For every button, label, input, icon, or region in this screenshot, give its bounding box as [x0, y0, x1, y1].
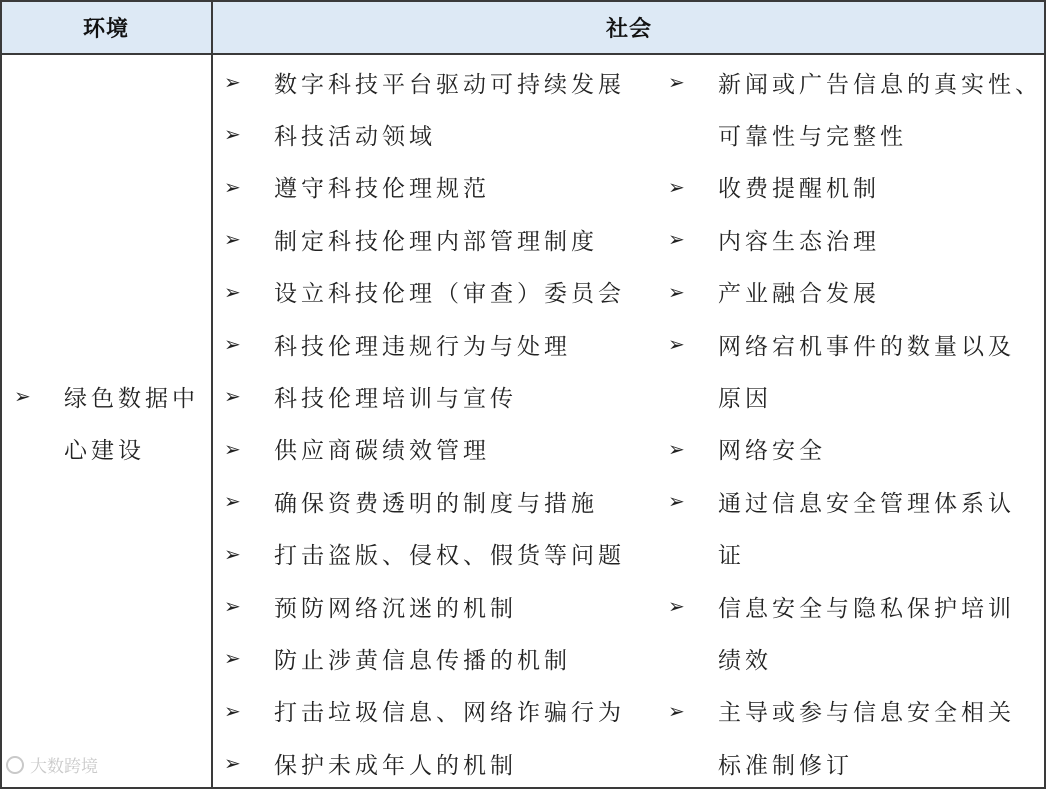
- border-bottom: [0, 787, 1046, 789]
- arrow-bullet-icon: ➢: [668, 594, 685, 618]
- list-item-text: 可靠性与完整性: [718, 123, 907, 150]
- list-item-text: 原因: [718, 385, 772, 412]
- list-item-text: 新闻或广告信息的真实性、: [718, 71, 1042, 98]
- watermark: [6, 752, 98, 777]
- list-item-text: 数字科技平台驱动可持续发展: [274, 71, 625, 98]
- society-list-item: [668, 685, 1015, 737]
- society-list-item: [668, 213, 880, 265]
- society-list-item: [668, 108, 907, 160]
- border-header-bottom: [0, 53, 1046, 55]
- list-item-text: 标准制修订: [718, 752, 853, 779]
- arrow-bullet-icon: ➢: [668, 332, 685, 356]
- society-list-item: [224, 632, 571, 684]
- society-list-item: [224, 475, 598, 527]
- arrow-bullet-icon: ➢: [224, 384, 241, 409]
- arrow-bullet-icon: ➢: [224, 594, 241, 618]
- list-item-text: 绿色数据中: [64, 385, 199, 412]
- list-item-text: 打击垃圾信息、网络诈骗行为: [274, 700, 625, 727]
- arrow-bullet-icon: ➢: [224, 279, 241, 304]
- arrow-bullet-icon: ➢: [668, 698, 685, 723]
- society-list-item: [224, 528, 625, 580]
- list-item-text: 主导或参与信息安全相关: [718, 700, 1015, 727]
- arrow-bullet-icon: ➢: [224, 751, 241, 776]
- border-left: [0, 0, 2, 789]
- list-item-text: 预防网络沉迷的机制: [274, 595, 517, 622]
- list-item-text: 网络安全: [718, 438, 826, 465]
- society-list-item: [224, 370, 517, 422]
- society-list-item: [224, 213, 598, 265]
- list-item-text: 设立科技伦理（审查）委员会: [274, 281, 625, 308]
- society-list-item: [224, 108, 436, 160]
- border-top: [0, 0, 1046, 2]
- arrow-bullet-icon: ➢: [224, 646, 241, 671]
- list-item-text: 绩效: [718, 647, 772, 674]
- arrow-bullet-icon: ➢: [224, 489, 241, 514]
- list-item-text: 科技活动领域: [274, 123, 436, 150]
- society-list-item: [668, 632, 772, 684]
- list-item-text: 打击盗版、侵权、假货等问题: [274, 543, 625, 570]
- list-item-text: 通过信息安全管理体系认: [718, 490, 1015, 517]
- list-item-text: 网络宕机事件的数量以及: [718, 333, 1015, 360]
- society-list-item: [224, 423, 490, 475]
- arrow-bullet-icon: ➢: [224, 174, 241, 199]
- border-column-divider: [211, 0, 213, 789]
- arrow-bullet-icon: ➢: [668, 174, 685, 199]
- society-list-item: [668, 423, 826, 475]
- arrow-bullet-icon: ➢: [668, 227, 685, 252]
- society-list-item: [668, 56, 1042, 108]
- society-list-item: [668, 370, 772, 422]
- society-list-item: [668, 161, 880, 213]
- list-item-text: 心建设: [64, 438, 145, 465]
- arrow-bullet-icon: ➢: [224, 436, 241, 461]
- list-item-text: 信息安全与隐私保护培训: [718, 595, 1015, 622]
- list-item-text: 防止涉黄信息传播的机制: [274, 647, 571, 674]
- arrow-bullet-icon: ➢: [224, 227, 241, 252]
- watermark-text: 大数跨境: [30, 757, 98, 777]
- list-item-text: 供应商碳绩效管理: [274, 438, 490, 465]
- arrow-bullet-icon: ➢: [668, 279, 685, 304]
- arrow-bullet-icon: ➢: [668, 489, 685, 514]
- society-list-item: [224, 318, 571, 370]
- list-item-text: 内容生态治理: [718, 228, 880, 255]
- arrow-bullet-icon: ➢: [668, 70, 685, 94]
- header-environment: 环境: [0, 0, 212, 54]
- arrow-bullet-icon: ➢: [224, 541, 241, 566]
- society-list-item: [224, 161, 490, 213]
- society-list-item: [224, 56, 625, 108]
- header-society: 社会: [212, 0, 1046, 54]
- society-list-item: [224, 580, 517, 632]
- list-item-text: 科技伦理违规行为与处理: [274, 333, 571, 360]
- border-right: [1044, 0, 1046, 789]
- society-list-item: [668, 737, 853, 789]
- society-list-item: [668, 475, 1015, 527]
- list-item-text: 保护未成年人的机制: [274, 752, 517, 779]
- arrow-bullet-icon: ➢: [668, 436, 685, 461]
- society-list-item: [224, 266, 625, 318]
- list-item-text: 科技伦理培训与宣传: [274, 385, 517, 412]
- watermark-logo-icon: [6, 756, 24, 774]
- society-list-item: [668, 528, 745, 580]
- list-item-text: 证: [718, 543, 745, 570]
- list-item-text: 遵守科技伦理规范: [274, 176, 490, 203]
- environment-list-item: [14, 370, 199, 422]
- arrow-bullet-icon: ➢: [224, 70, 241, 94]
- list-item-text: 产业融合发展: [718, 281, 880, 308]
- arrow-bullet-icon: ➢: [224, 332, 241, 356]
- society-list-item: [668, 266, 880, 318]
- environment-list-item: [14, 423, 145, 475]
- arrow-bullet-icon: ➢: [224, 698, 241, 723]
- society-list-item: [668, 580, 1015, 632]
- society-list-item: [668, 318, 1015, 370]
- arrow-bullet-icon: ➢: [14, 384, 31, 409]
- society-list-item: [224, 737, 517, 789]
- arrow-bullet-icon: ➢: [224, 122, 241, 147]
- list-item-text: 确保资费透明的制度与措施: [274, 490, 598, 517]
- society-list-item: [224, 685, 625, 737]
- list-item-text: 收费提醒机制: [718, 176, 880, 203]
- list-item-text: 制定科技伦理内部管理制度: [274, 228, 598, 255]
